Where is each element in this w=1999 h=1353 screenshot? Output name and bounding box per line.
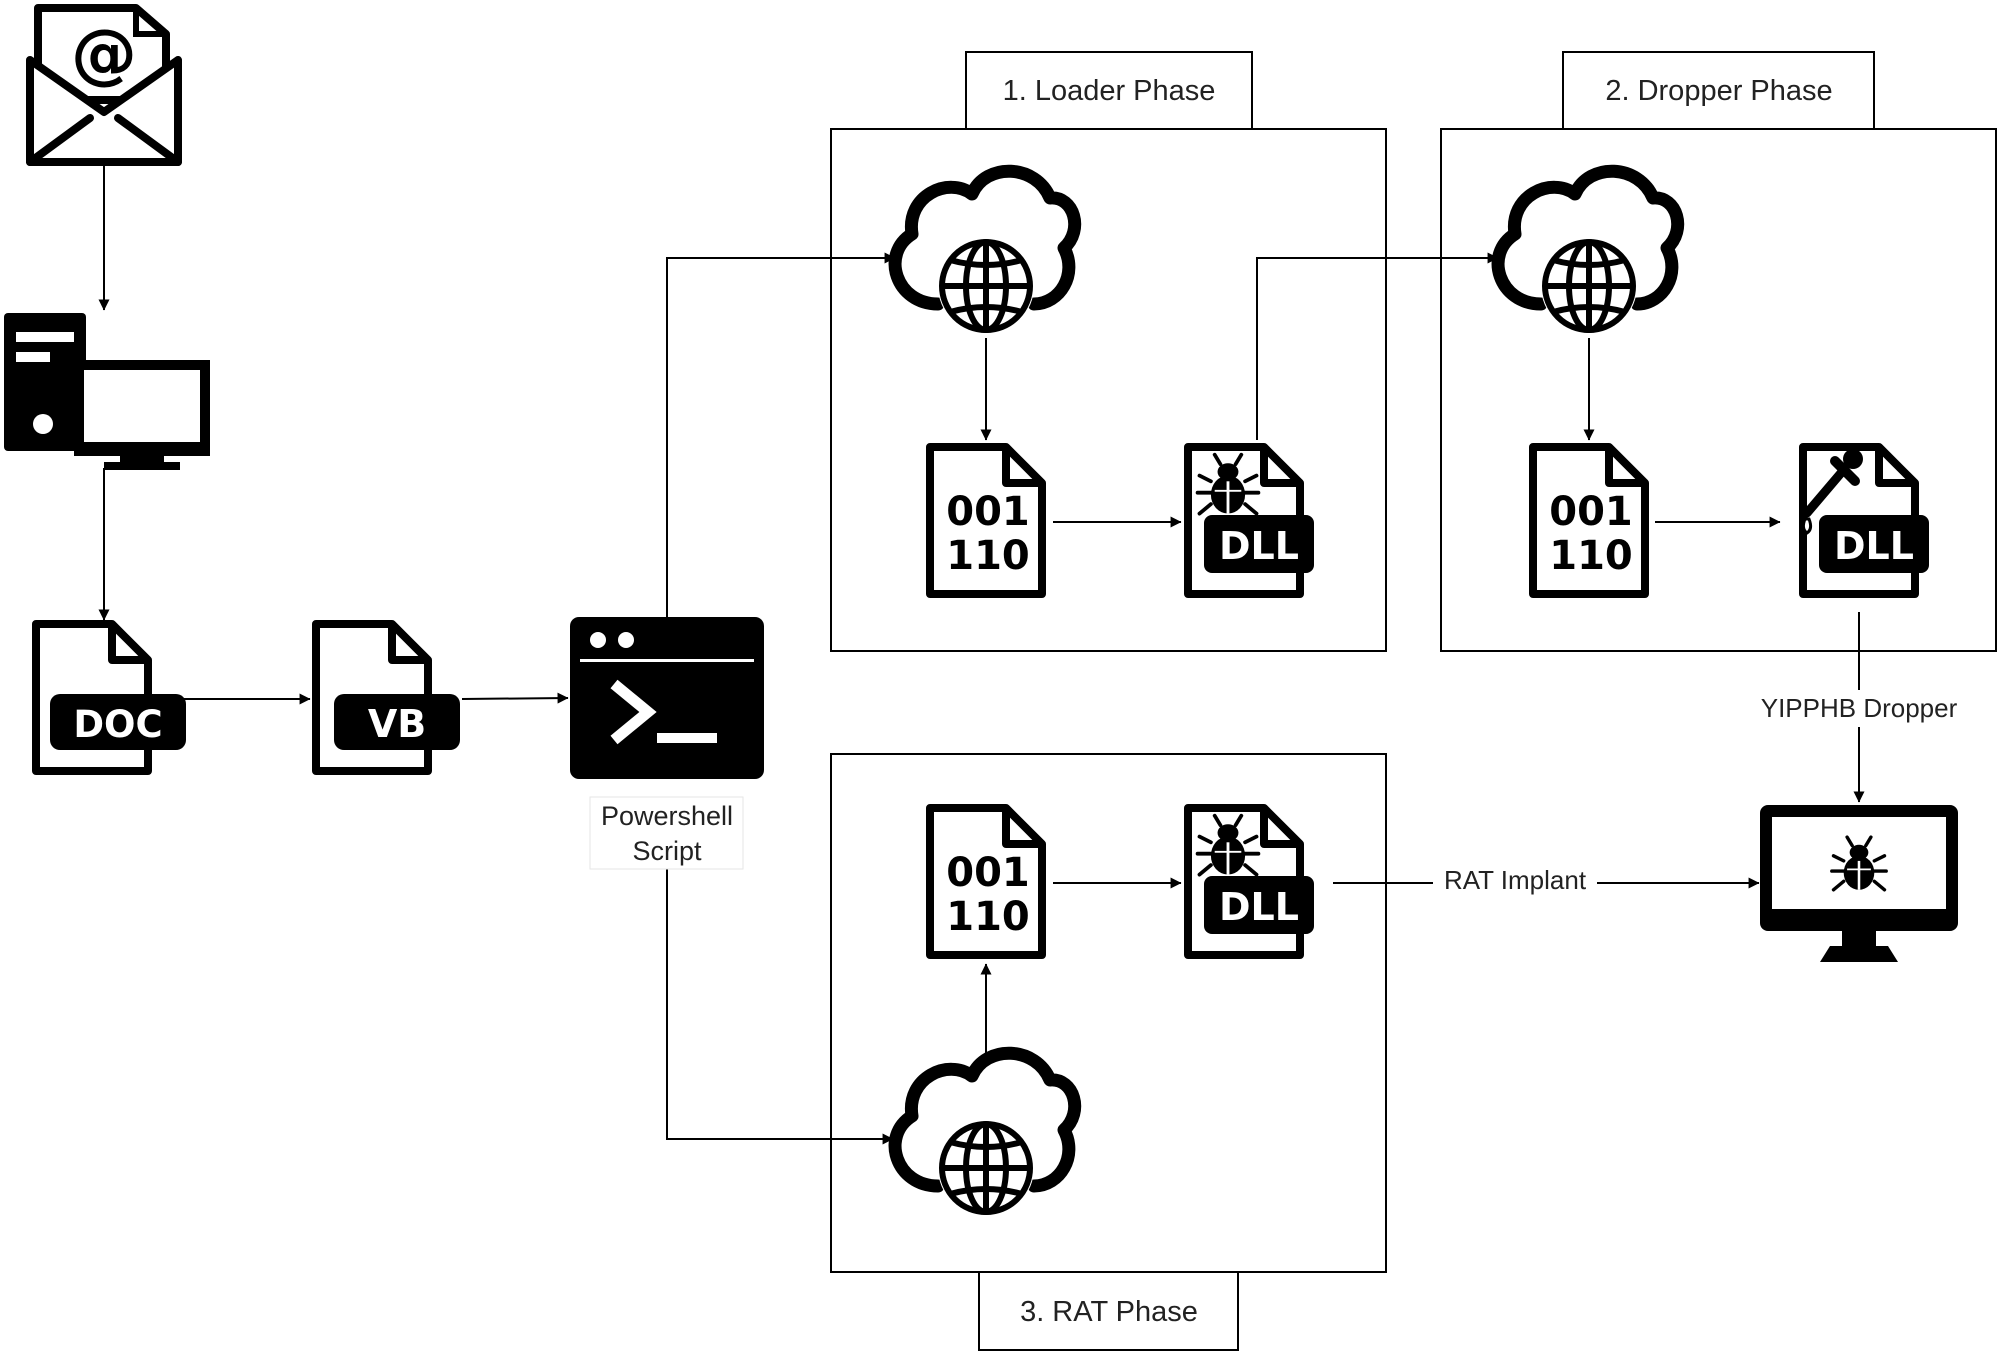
rat-binary-line2: 110 [946, 894, 1030, 940]
email-icon [30, 8, 178, 162]
dropper-binary-file-icon [1533, 447, 1645, 594]
arrow-vb-to-terminal [462, 698, 568, 699]
rat-binary-line1: 001 [946, 850, 1030, 896]
loader-dll-badge-text: DLL [1219, 524, 1299, 568]
doc-badge-text: DOC [73, 703, 163, 746]
desktop-computer-icon [4, 313, 210, 470]
powershell-label [590, 797, 743, 869]
powershell-label-line2: Script [632, 836, 702, 866]
dropper-cloud-globe-icon [1498, 171, 1678, 334]
loader-binary-line1: 001 [946, 489, 1030, 535]
rat-implant-label [1433, 864, 1597, 900]
yipphb-label [1752, 690, 1966, 727]
rat-implant-label-text: RAT Implant [1443, 865, 1587, 895]
dropper-phase-title: 2. Dropper Phase [1605, 75, 1833, 107]
arrow-terminal-to-loader-cloud [667, 258, 895, 618]
rat-dll-badge-text: DLL [1219, 885, 1299, 929]
svg-text:@: @ [71, 15, 137, 92]
rat-bug-dll-file-icon [1188, 808, 1314, 955]
arrow-loader-dll-to-dropper-cloud [1257, 258, 1498, 440]
powershell-label-line1: Powershell [600, 801, 734, 831]
vb-file-icon [316, 624, 460, 771]
loader-bug-dll-file-icon [1188, 447, 1314, 594]
rat-cloud-globe-icon [895, 1053, 1075, 1216]
arrow-terminal-to-rat-cloud [667, 866, 893, 1139]
dropper-binary-line1: 001 [1549, 489, 1633, 535]
doc-file-icon [36, 624, 186, 771]
vb-badge-text: VB [367, 702, 427, 746]
dropper-dll-file-icon [1803, 447, 1929, 594]
dropper-dll-badge-text: DLL [1834, 524, 1914, 568]
loader-phase-title: 1. Loader Phase [1002, 75, 1216, 107]
rat-phase-title: 3. RAT Phase [1020, 1296, 1198, 1328]
loader-cloud-globe-icon [895, 171, 1075, 334]
yipphb-label-text: YIPPHB Dropper [1760, 693, 1958, 723]
loader-binary-file-icon [930, 447, 1042, 594]
loader-binary-line2: 110 [946, 533, 1030, 579]
terminal-icon [570, 617, 764, 779]
infected-monitor-icon [1760, 805, 1958, 962]
dropper-binary-line2: 110 [1549, 533, 1633, 579]
rat-binary-file-icon [930, 808, 1042, 955]
